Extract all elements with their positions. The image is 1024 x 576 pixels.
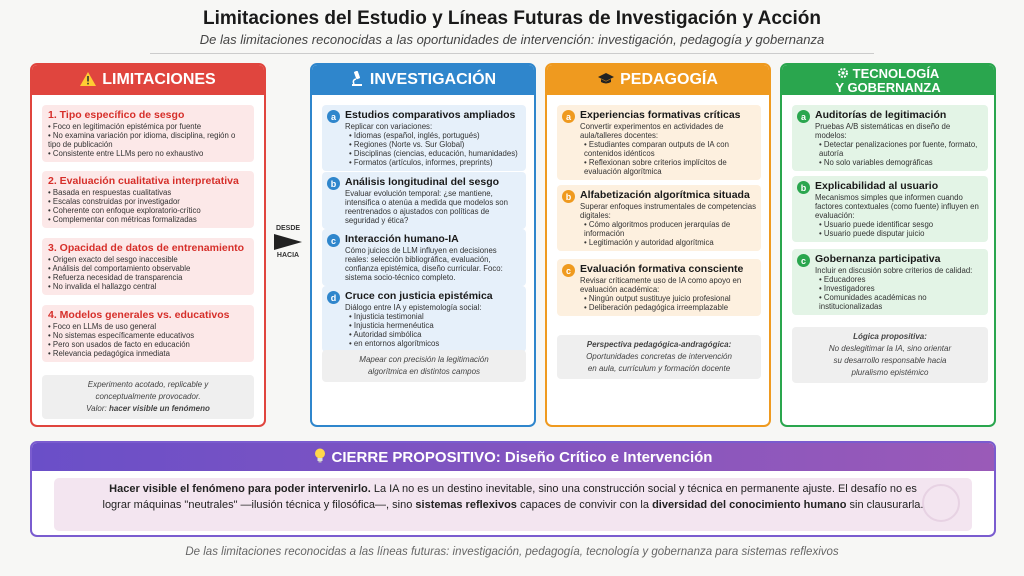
note-prefix: Valor: (86, 404, 109, 413)
item-bullet: • Usuario puede identificar sesgo (819, 220, 983, 229)
limitacion-bullet: • Coherente con enfoque exploratorio-crítico (48, 206, 248, 215)
pedagogia-item (557, 105, 761, 180)
arrow-label-top: DESDE (275, 225, 301, 232)
tecnologia-item (792, 105, 988, 171)
item-bullet: • en entornos algorítmicos (349, 339, 493, 348)
note-line: No deslegitimar la IA, sino orientar (828, 344, 952, 353)
cierre-title: CIERRE PROPOSITIVO: Diseño Crítico e Intervención (331, 448, 713, 466)
limitacion-title: 4. Modelos generales vs. educativos (48, 309, 230, 321)
tecnologia-title-1: TECNOLOGÍA (852, 66, 940, 81)
item-bullet: • Injusticia testimonial (349, 312, 493, 321)
note-line: Mapear con precisión la legitimación (359, 355, 489, 364)
tecnologia-item (792, 249, 988, 315)
item-bullet: • Cómo algoritmos producen jerarquías de información (584, 220, 756, 238)
cierre-span: La IA no es un destino inevitable, sino una construcción social y técnica en permanente ajuste. El desafío no es lograr máquinas "neutrales" —ilusión técnica y filosófica—, sino (102, 483, 917, 511)
limitacion-bullet: • Relevancia pedagógica inmediata (48, 349, 248, 358)
item-bullet: • Educadores (819, 275, 983, 284)
arrow-label-bottom: HACIA (276, 252, 300, 259)
item-badge: b (562, 190, 575, 203)
investigacion-note (322, 350, 526, 382)
item-title: Estudios comparativos ampliados (345, 109, 516, 121)
microscope-icon (350, 71, 364, 90)
limitacion-bullet: • Consistente entre LLMs pero no exhaustivo (48, 149, 248, 158)
limitacion-bullet: • No examina variación por idioma, disciplina, región o tipo de publicación (48, 131, 248, 149)
note-line: pluralismo epistémico (851, 368, 929, 377)
item-bullet: • Comunidades académicas no institucionalizadas (819, 293, 983, 311)
item-badge: b (327, 177, 340, 190)
note-bold: Perspectiva pedagógica-andragógica: (586, 340, 732, 349)
item-title: Evaluación formativa consciente (580, 263, 744, 275)
note-line (48, 403, 248, 415)
item-bullet: • Idiomas (español, inglés, portugués) (349, 131, 518, 140)
transition-arrow (268, 225, 308, 275)
footer-caption: De las limitaciones reconocidas a las líneas futuras: investigación, pedagogía, tecnología y gobernanza para sistemas reflexivos (185, 546, 839, 558)
cierre-text (54, 478, 972, 531)
investigacion-item (322, 172, 526, 229)
tecnologia-note (792, 327, 988, 383)
limitacion-bullet: • Basada en respuestas cualitativas (48, 188, 248, 197)
tecnologia-title-2: Y GOBERNANZA (835, 79, 941, 95)
item-text: Superar enfoques instrumentales de competencias digitales: (580, 202, 756, 220)
item-text: Pruebas A/B sistemáticas en diseño de modelos: (815, 122, 951, 140)
seal-watermark-icon (922, 484, 960, 522)
limitacion-bullet: • No invalida el hallazgo central (48, 282, 248, 291)
limitaciones-header (32, 65, 264, 95)
item-text: Evaluar evolución temporal: ¿se mantiene, intensifica o atenúa a medida que modelos son reentrenados o ajustados con políticas de seguridad y ética? (345, 189, 508, 225)
investigacion-item (322, 229, 526, 286)
pedagogia-item (557, 259, 761, 316)
graduation-cap-icon (598, 72, 614, 88)
warning-icon (80, 72, 96, 89)
cierre-bold: sistemas reflexivos (415, 499, 517, 511)
pedagogia-title: PEDAGOGÍA (620, 71, 718, 88)
item-bullet: • Injusticia hermenéutica (349, 321, 493, 330)
item-bullet: • Reflexionan sobre criterios implícitos de evaluación algorítmica (584, 158, 756, 176)
item-text: Mecanismos simples que informen cuando factores contextuales (como fuente) influyen en evaluación: (815, 193, 979, 220)
limitacion-item (42, 105, 254, 162)
limitacion-bullet: • Escalas construidas por investigador (48, 197, 248, 206)
limitacion-bullet: • Foco en LLMs de uso general (48, 322, 248, 331)
limitacion-bullet: • Complementar con métricas formalizadas (48, 215, 248, 224)
item-title: Gobernanza participativa (815, 253, 941, 265)
note-bold: hacer visible un fenómeno (108, 404, 210, 413)
item-badge: a (562, 110, 575, 123)
limitacion-title: 1. Tipo específico de sesgo (48, 109, 185, 121)
item-bullet: • Ningún output sustituye juicio profesional (584, 294, 756, 303)
cierre-header (32, 443, 994, 471)
limitacion-bullet: • Análisis del comportamiento observable (48, 264, 248, 273)
cierre-panel (30, 441, 996, 537)
item-bullet: • Regiones (Norte vs. Sur Global) (349, 140, 518, 149)
item-text: Incluir en discusión sobre criterios de calidad: (815, 266, 973, 275)
limitacion-bullet: • Foco en legitimación epistémica por fuente (48, 122, 248, 131)
limitacion-title: 3. Opacidad de datos de entrenamiento (48, 242, 245, 254)
pedagogia-header (547, 65, 769, 95)
divider (150, 53, 874, 54)
lightbulb-icon (314, 448, 326, 467)
item-bullet: • Detectar penalizaciones por fuente, formato, autoría (819, 140, 983, 158)
item-badge: a (797, 110, 810, 123)
note-bold: Lógica propositiva: (853, 332, 927, 341)
limitacion-item (42, 305, 254, 362)
note-line: Experimento acotado, replicable y (87, 380, 209, 389)
page-title: Limitaciones del Estudio y Líneas Futuras de Investigación y Acción (202, 8, 821, 29)
investigacion-panel (310, 63, 536, 427)
item-title: Auditorías de legitimación (815, 109, 947, 121)
limitacion-bullet: • Pero son usados de facto en educación (48, 340, 248, 349)
item-bullet: • Autoridad simbólica (349, 330, 493, 339)
tecnologia-panel (780, 63, 996, 427)
item-text: Convertir experimentos en actividades de aula/talleres docentes: (580, 122, 724, 140)
item-title: Interacción humano-IA (345, 233, 459, 245)
note-line: algorítmica en distintos campos (367, 367, 481, 376)
item-bullet: • Legitimación y autoridad algorítmica (584, 238, 756, 247)
item-title: Explicabilidad al usuario (815, 180, 939, 192)
limitacion-item (42, 238, 254, 295)
cierre-span: capaces de convivir con la (516, 499, 653, 511)
item-bullet: • Disciplinas (ciencias, educación, humanidades) (349, 149, 518, 158)
item-bullet: • Formatos (artículos, informes, preprints) (349, 158, 518, 167)
limitacion-item (42, 171, 254, 228)
pedagogia-item (557, 185, 761, 251)
cierre-bold: diversidad del conocimiento humano (652, 499, 847, 511)
item-bullet: • Usuario puede disputar juicio (819, 229, 983, 238)
item-badge: c (562, 264, 575, 277)
limitacion-bullet: • Origen exacto del sesgo inaccesible (48, 255, 248, 264)
item-text: Cómo juicios de LLM influyen en decisiones reales: selección bibliográfica, evaluación, confianza epistémica, diseño curricular. Foco: sistema socio-técnico completo. (345, 246, 503, 282)
investigacion-item (322, 286, 526, 352)
limitaciones-note (42, 375, 254, 419)
item-bullet: • Estudiantes comparan outputs de IA con contenidos idénticos (584, 140, 756, 158)
item-badge: a (327, 110, 340, 123)
cierre-span: sin clausurarla. (846, 499, 924, 511)
item-bullet: • Deliberación pedagógica irreemplazable (584, 303, 756, 312)
note-line: en aula, currículum y formación docente (587, 364, 731, 373)
tecnologia-item (792, 176, 988, 242)
limitacion-title: 2. Evaluación cualitativa interpretativa (48, 175, 239, 187)
item-title: Análisis longitudinal del sesgo (345, 176, 500, 188)
gear-icon (837, 67, 849, 81)
item-text: Replicar con variaciones: (345, 122, 433, 131)
item-text: Revisar críticamente uso de IA como apoyo en evaluación académica: (580, 276, 742, 294)
arrow-right-icon (274, 234, 302, 250)
limitacion-bullet: • No sistemas específicamente educativos (48, 331, 248, 340)
limitaciones-title: LIMITACIONES (102, 71, 216, 88)
note-line: conceptualmente provocador. (95, 392, 201, 401)
item-badge: c (327, 234, 340, 247)
item-bullet: • No solo variables demográficas (819, 158, 983, 167)
cierre-bold: Hacer visible el fenómeno para poder intervenirlo. (109, 483, 371, 495)
note-line: su desarrollo responsable hacia (833, 356, 947, 365)
tecnologia-header (782, 65, 994, 95)
item-bullet: • Investigadores (819, 284, 983, 293)
investigacion-item (322, 105, 526, 171)
item-title: Cruce con justicia epistémica (345, 290, 493, 302)
limitaciones-panel (30, 63, 266, 427)
limitacion-bullet: • Refuerza necesidad de transparencia (48, 273, 248, 282)
item-title: Alfabetización algorítmica situada (580, 189, 750, 201)
page-subtitle: De las limitaciones reconocidas a las oportunidades de intervención: investigación, pedagogía y gobernanza (199, 32, 825, 47)
item-badge: b (797, 181, 810, 194)
investigacion-title: INVESTIGACIÓN (369, 71, 497, 88)
investigacion-header (312, 65, 534, 95)
pedagogia-panel (545, 63, 771, 427)
item-text: Diálogo entre IA y epistemología social: (345, 303, 482, 312)
item-title: Experiencias formativas críticas (580, 109, 741, 121)
note-line: Oportunidades concretas de intervención (586, 352, 732, 361)
item-badge: c (797, 254, 810, 267)
item-badge: d (327, 291, 340, 304)
pedagogia-note (557, 335, 761, 379)
